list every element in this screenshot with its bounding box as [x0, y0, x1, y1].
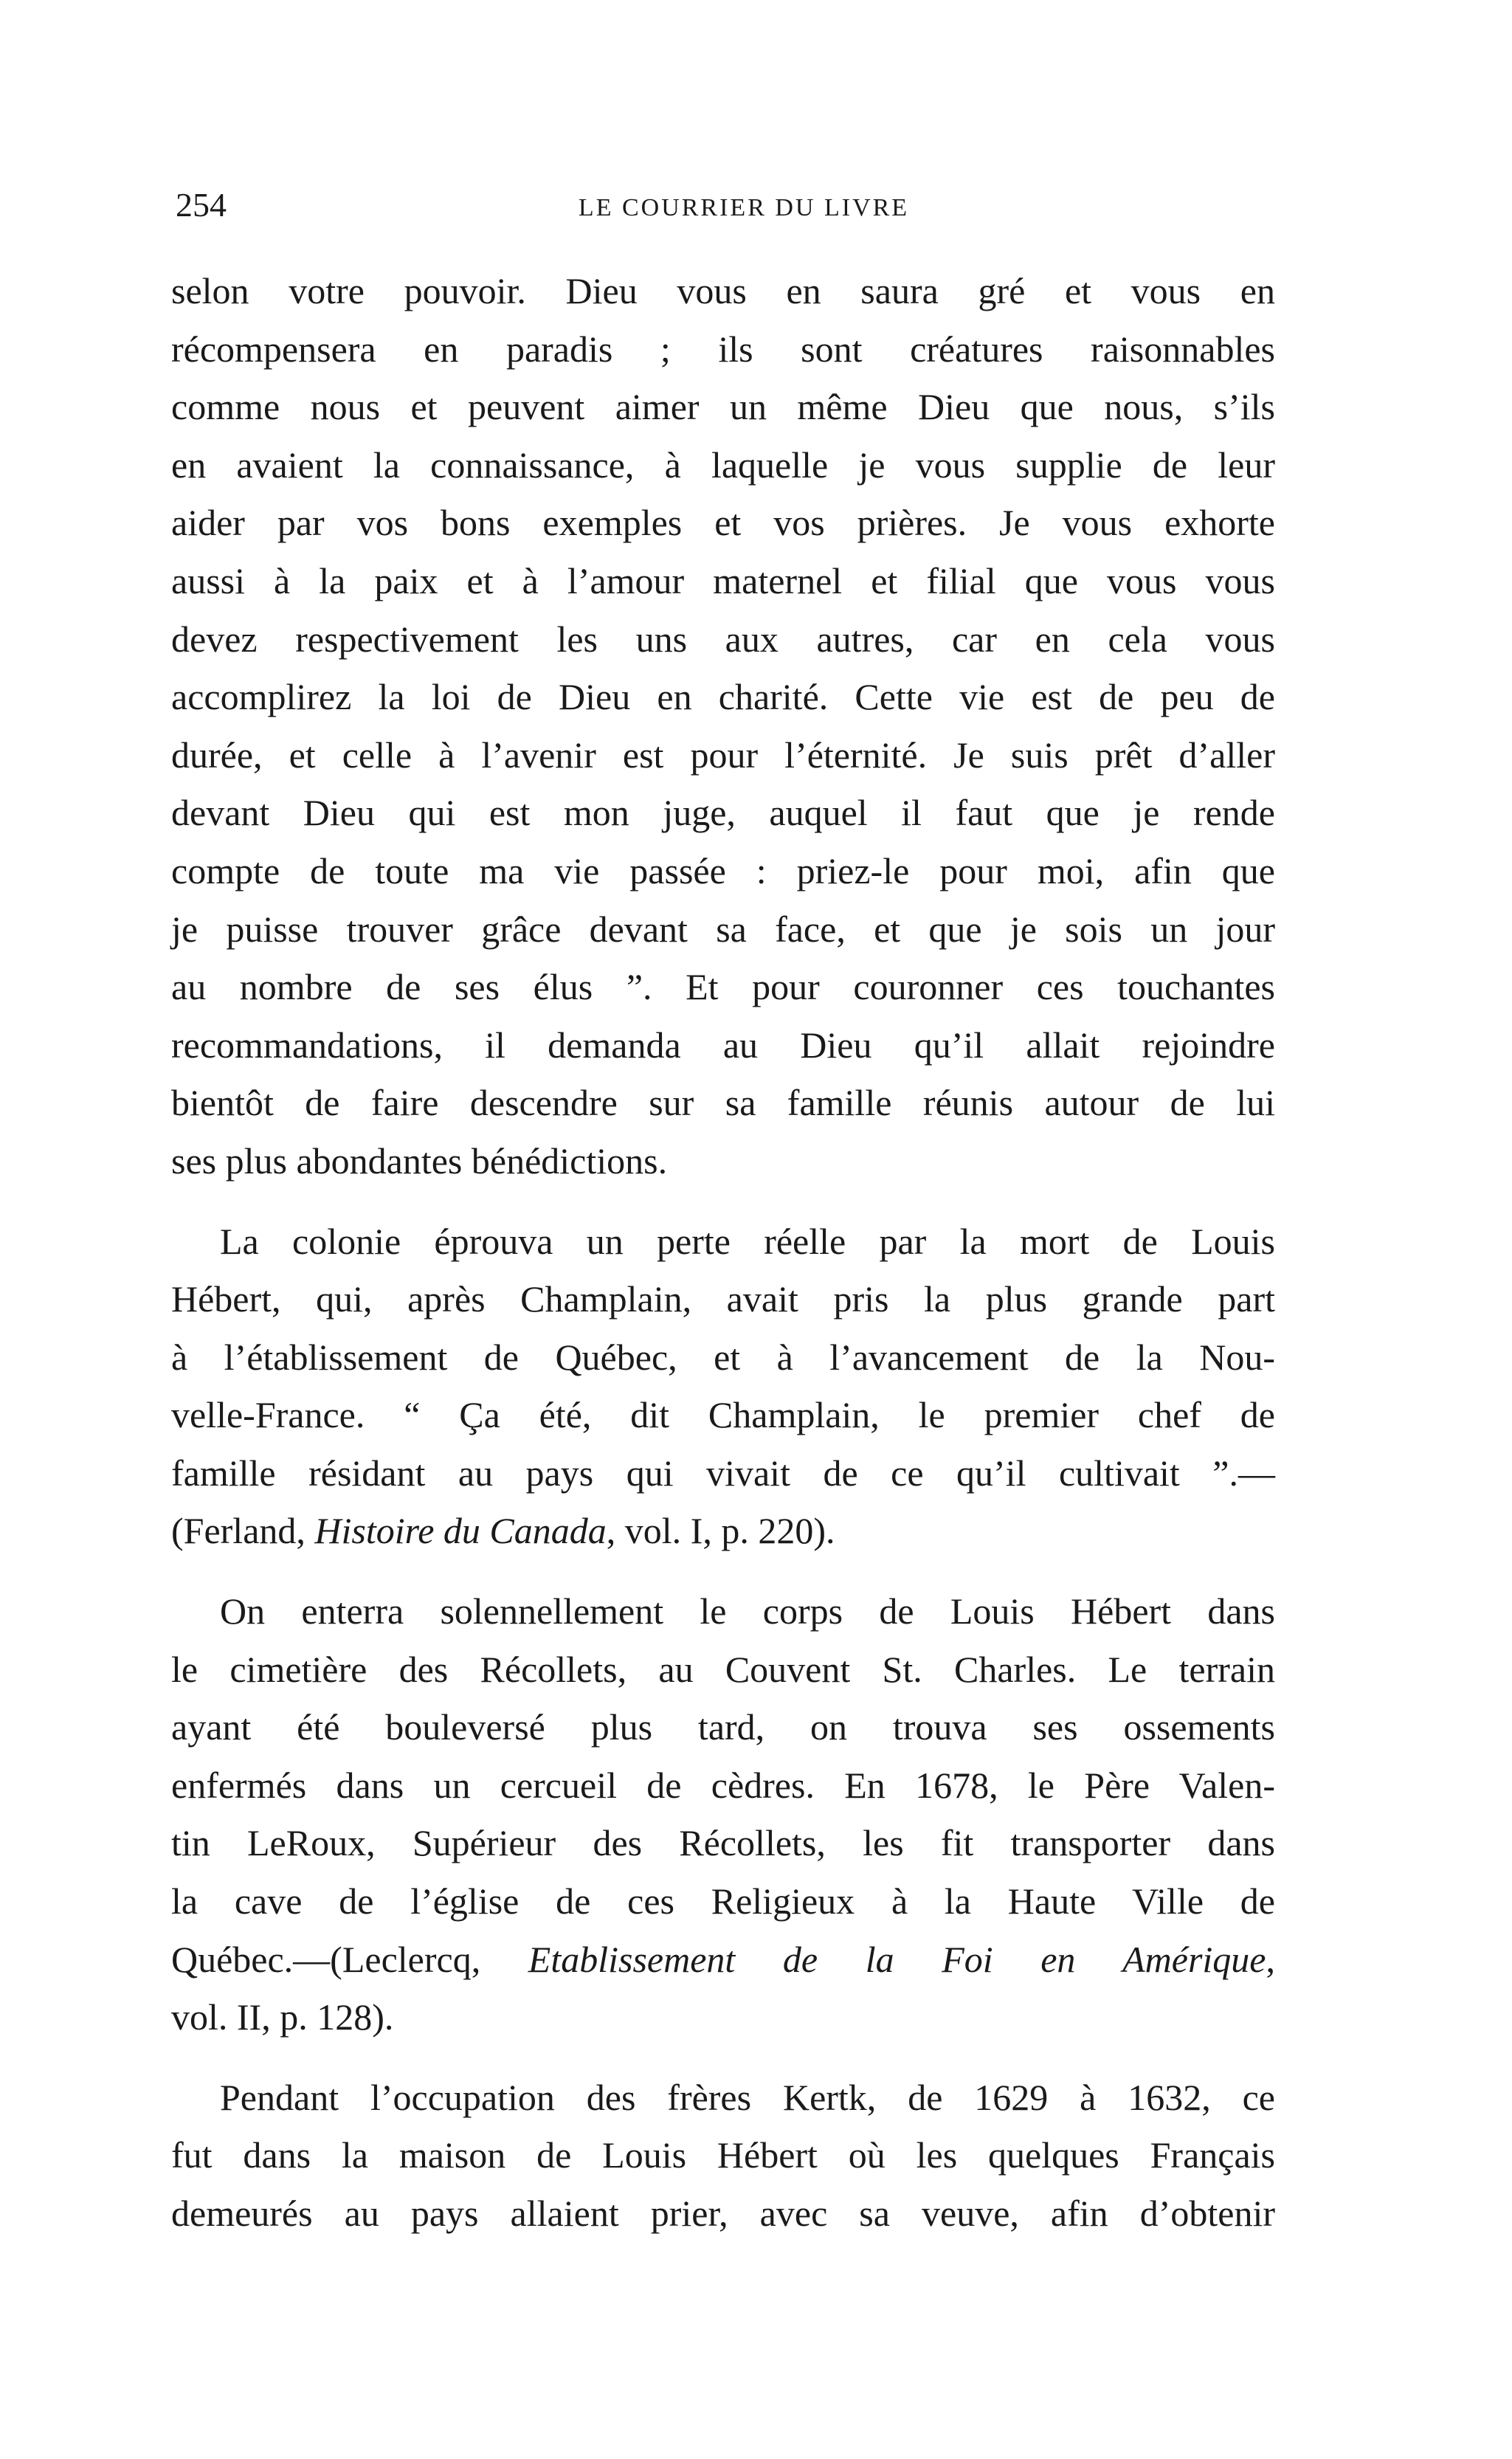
text-line: On enterra solennellement le corps de Louis Hébert dans [220, 1590, 1275, 1632]
text-line: en avaient la connaissance, à laquelle je vous supplie de leur [171, 444, 1275, 486]
running-head [176, 183, 1283, 227]
text-line: compte de toute ma vie passée : priez-le pour moi, afin que [171, 849, 1275, 891]
text-line: devant Dieu qui est mon juge, auquel il faut que je rende [171, 792, 1275, 834]
text-line: à l’établissement de Québec, et à l’avancement de la Nou- [171, 1336, 1275, 1378]
text-line: la cave de l’église de ces Religieux à la Haute Ville de [171, 1880, 1275, 1922]
running-title: LE COURRIER DU LIVRE [578, 194, 910, 221]
text-line: ayant été bouleversé plus tard, on trouva ses ossements [171, 1706, 1275, 1748]
paragraph [171, 1213, 1275, 1561]
text-line: enfermés dans un cercueil de cèdres. En 1678, le Père Valen- [171, 1764, 1275, 1806]
citation-suffix: , vol. I, p. 220). [606, 1510, 835, 1552]
text-line: ses plus abondantes bénédictions. [171, 1139, 668, 1182]
paragraph [171, 262, 1275, 1190]
text-line: récompensera en paradis ; ils sont créatures raisonnables [171, 328, 1275, 370]
text-line: le cimetière des Récollets, au Couvent St. Charles. Le terrain [171, 1648, 1275, 1690]
text-line: demeurés au pays allaient prier, avec sa veuve, afin d’obtenir [171, 2193, 1275, 2234]
text-line: comme nous et peuvent aimer un même Dieu que nous, s’ils [171, 386, 1275, 428]
citation-line: vol. II, p. 128). [171, 1996, 394, 2038]
paragraph [171, 2069, 1275, 2243]
citation-prefix: (Ferland, [171, 1510, 315, 1552]
text-line: famille résidant au pays qui vivait de ce qu’il cultivait ”.— [171, 1452, 1275, 1494]
paragraph [171, 1582, 1275, 2046]
text-line: devez respectivement les uns aux autres, car en cela vous [171, 618, 1275, 660]
text-line: Pendant l’occupation des frères Kertk, de 1629 à 1632, ce [220, 2076, 1275, 2118]
body-text [171, 262, 1275, 2243]
page-number: 254 [176, 186, 227, 224]
text-line: au nombre de ses élus ”. Et pour couronner ces touchantes [171, 966, 1275, 1008]
text-line: bientôt de faire descendre sur sa famille réunis autour de lui [171, 1082, 1275, 1124]
citation-title: Histoire du Canada [314, 1510, 607, 1552]
text-line: velle-France. “ Ça été, dit Champlain, le premier chef de [171, 1394, 1275, 1436]
text-line: aider par vos bons exemples et vos prières. Je vous exhorte [171, 502, 1275, 544]
citation-title: Etablissement de la Foi en Amérique [528, 1938, 1266, 1980]
citation-prefix: Québec.—(Leclercq, [171, 1938, 528, 1980]
text-line: La colonie éprouva un perte réelle par la mort de Louis [220, 1220, 1275, 1262]
text-line: durée, et celle à l’avenir est pour l’éternité. Je suis prêt d’aller [171, 734, 1275, 776]
text-line: recommandations, il demanda au Dieu qu’il allait rejoindre [171, 1024, 1275, 1066]
text-line: selon votre pouvoir. Dieu vous en saura gré et vous en [171, 270, 1275, 311]
citation-line [171, 1502, 1275, 1560]
citation-line [171, 1931, 1275, 1989]
text-line: je puisse trouver grâce devant sa face, et que je sois un jour [171, 908, 1275, 950]
citation-suffix: , [1266, 1938, 1275, 1980]
text-line: aussi à la paix et à l’amour maternel et filial que vous vous [171, 559, 1275, 601]
text-line: fut dans la maison de Louis Hébert où les quelques Français [171, 2134, 1275, 2176]
text-line: accomplirez la loi de Dieu en charité. Cette vie est de peu de [171, 676, 1275, 718]
text-line: tin LeRoux, Supérieur des Récollets, les fit transporter dans [171, 1822, 1275, 1864]
text-line: Hébert, qui, après Champlain, avait pris la plus grande part [171, 1278, 1275, 1320]
